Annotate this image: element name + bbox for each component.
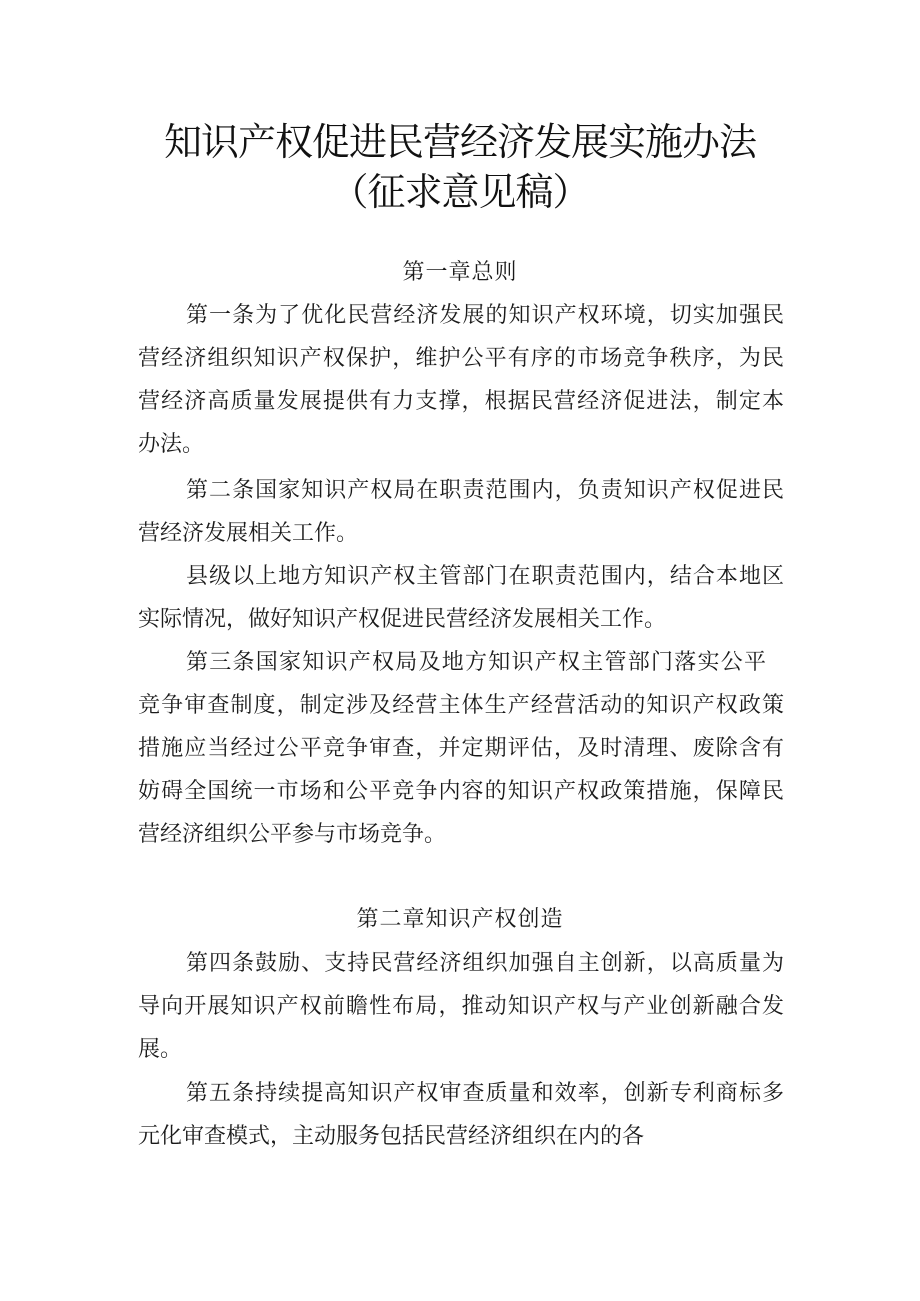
paragraph-line: 营经济发展相关工作。 [138,521,359,546]
paragraph-line: 营经济组织公平参与市场竞争。 [138,822,447,847]
paragraph-line: 竞争审查制度，制定涉及经营主体生产经营活动的知识产权政策 [138,693,784,718]
chapter-heading-1: 第一章总则 [402,260,518,285]
paragraph-line: 展。 [138,1037,183,1062]
paragraph-line: 实际情况，做好知识产权促进民营经济发展相关工作。 [138,607,667,632]
paragraph-line: 导向开展知识产权前瞻性布局，推动知识产权与产业创新融合发 [138,994,784,1019]
paragraph-line: 措施应当经过公平竞争审查，并定期评估，及时清理、废除含有 [138,736,784,761]
paragraph-line: 县级以上地方知识产权主管部门在职责范围内，结合本地区 [186,564,784,589]
paragraph-line: 妨碍全国统一市场和公平竞争内容的知识产权政策措施，保障民 [138,779,784,804]
paragraph-line: 第四条鼓励、支持民营经济组织加强自主创新，以高质量为 [186,951,784,976]
paragraph-line: 元化审查模式，主动服务包括民营经济组织在内的各 [138,1124,645,1149]
document-subtitle: （征求意见稿） [330,170,590,214]
paragraph-line: 第五条持续提高知识产权审查质量和效率，创新专利商标多 [186,1081,784,1106]
paragraph-line: 第三条国家知识产权局及地方知识产权主管部门落实公平 [186,650,766,675]
paragraph-line: 第二条国家知识产权局在职责范围内，负责知识产权促进民 [186,478,784,503]
paragraph-line: 第一条为了优化民营经济发展的知识产权环境，切实加强民 [186,303,784,328]
paragraph-line: 办法。 [138,432,205,457]
document-title: 知识产权促进民营经济发展实施办法 [163,120,756,164]
paragraph-line: 营经济高质量发展提供有力支撑，根据民营经济促进法，制定本 [138,389,784,414]
chapter-heading-2: 第二章知识产权创造 [356,907,564,932]
paragraph-line: 营经济组织知识产权保护，维护公平有序的市场竞争秩序，为民 [138,346,784,371]
